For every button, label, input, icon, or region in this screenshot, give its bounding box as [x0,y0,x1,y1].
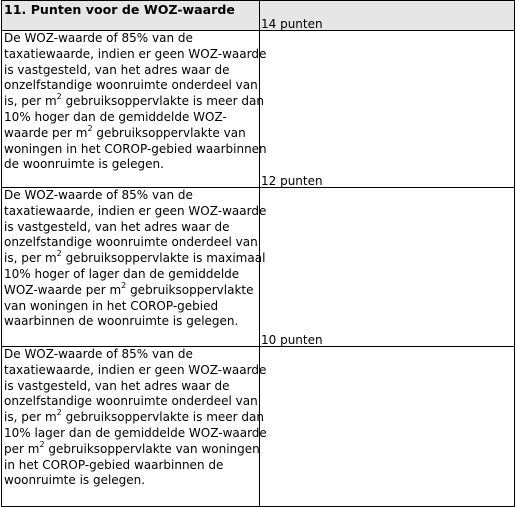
points-cell [260,17,515,188]
points-cell [260,333,515,507]
points-value: 12 punten [261,174,323,188]
woz-points-table [1,0,515,507]
criterion-cell [2,347,267,507]
points-value: 10 punten [261,333,323,347]
criterion-text: De WOZ-waarde of 85% van de taxatiewaarde, indien er geen WOZ-waarde is vastgesteld, van het adres waar de onzelfstandige woonruimte onderdeel van is, per $m^2$ gebruiksoppervlakte is maximaal 10% hoger of lager dan de gemiddelde WOZ-waarde per $m^2$ gebruiksoppervlakte van woningen in het COROP-gebied waarbinnen de woonruimte is gelegen. [4,188,267,329]
criterion-cell [2,188,267,347]
points-value: 14 punten [261,17,323,31]
header-title-cell [2,1,260,31]
criterion-text: De WOZ-waarde of 85% van de taxatiewaarde, indien er geen WOZ-waarde is vastgesteld, van het adres waar de onzelfstandige woonruimte onderdeel van is, per $m^2$ gebruiksoppervlakte is meer dan 10% lager dan de gemiddelde WOZ-waarde per $m^2$ gebruiksoppervlakte van woningen in het COROP-gebied waarbinnen de woonruimte is gelegen. [4,347,267,488]
criterion-text: De WOZ-waarde of 85% van de taxatiewaarde, indien er geen WOZ-waarde is vastgesteld, van het adres waar de onzelfstandige woonruimte onderdeel van is, per $m^2$ gebruiksoppervlakte is meer dan 10% hoger dan de gemiddelde WOZ- waarde per $m^2$ gebruiksoppervlakte van woningen in het COROP-gebied waarbinnen de woonruimte is gelegen. [4,31,267,172]
points-cell [260,174,515,347]
table-row [2,188,515,347]
table-row [2,347,515,507]
section-title: 11. Punten voor de WOZ-waarde [4,2,235,17]
criterion-cell [2,31,267,188]
table-row [2,31,515,188]
